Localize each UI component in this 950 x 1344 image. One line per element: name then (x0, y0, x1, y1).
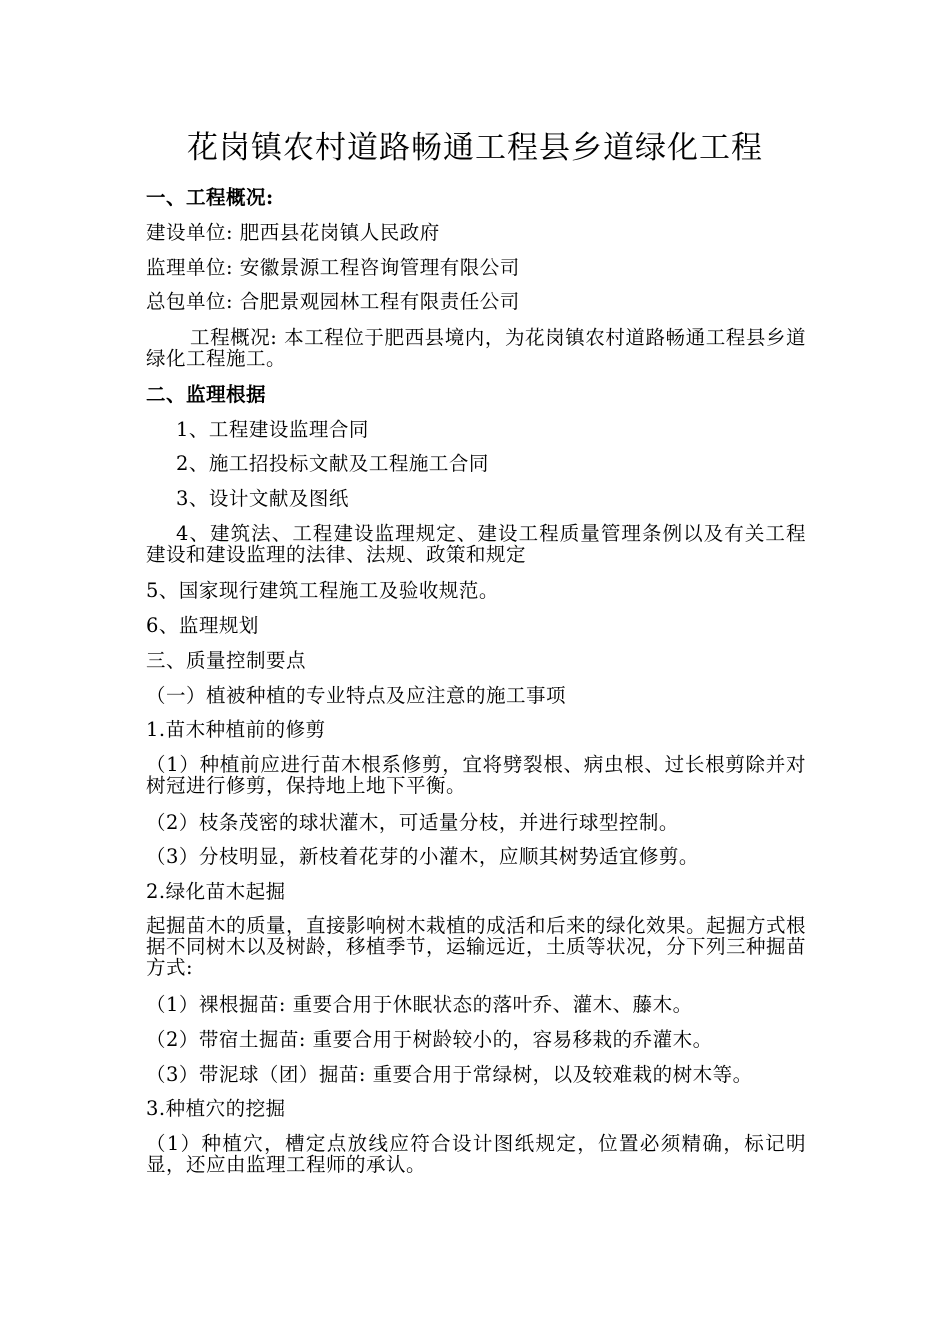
planting-hole-item-1: （1）种植穴，槽定点放线应符合设计图纸规定，位置必须精确，标记明显，还应由监理工程师的承认。 (146, 1132, 806, 1176)
pruning-item-1: （1）种植前应进行苗木根系修剪，宜将劈裂根、病虫根、过长根剪除并对树冠进行修剪，保持地上地下平衡。 (146, 753, 806, 797)
planting-hole-title: 3.种植穴的挖掘 (146, 1097, 286, 1120)
pruning-item-3: （3）分枝明显，新枝着花芽的小灌木，应顺其树势适宜修剪。 (146, 845, 699, 868)
digging-title: 2.绿化苗木起掘 (146, 880, 286, 903)
digging-intro: 起掘苗木的质量，直接影响树木栽植的成活和后来的绿化效果。起掘方式根据不同树木以及树龄，移植季节，运输远近，土质等状况，分下列三种掘苗方式: (146, 914, 807, 979)
quality-subsection-1: （一）植被种植的专业特点及应注意的施工事项 (146, 684, 567, 707)
basis-item-2: 2、施工招投标文献及工程施工合同 (176, 452, 489, 475)
basis-item-1: 1、工程建设监理合同 (176, 418, 369, 441)
builder-unit-line: 建设单位: 肥西县花岗镇人民政府 (146, 221, 440, 244)
supervisor-unit-line: 监理单位: 安徽景源工程咨询管理有限公司 (146, 256, 520, 279)
digging-item-2: （2）带宿土掘苗: 重要合用于树龄较小的，容易移栽的乔灌木。 (146, 1028, 713, 1051)
basis-item-4: 4、建筑法、工程建设监理规定、建设工程质量管理条例以及有关工程建设和建设监理的法律、法规、政策和规定 (146, 522, 806, 566)
digging-item-3: （3）带泥球（团）掘苗: 重要合用于常绿树，以及较难栽的树木等。 (146, 1063, 753, 1086)
basis-item-6: 6、监理规划 (146, 614, 259, 637)
pruning-item-2: （2）枝条茂密的球状灌木，可适量分枝，并进行球型控制。 (146, 811, 679, 834)
overview-paragraph: 工程概况: 本工程位于肥西县境内，为花岗镇农村道路畅通工程县乡道绿化工程施工。 (146, 326, 806, 370)
pruning-title: 1.苗木种植前的修剪 (146, 718, 326, 741)
document-title: 花岗镇农村道路畅通工程县乡道绿化工程 (187, 130, 763, 166)
digging-item-1: （1）裸根掘苗: 重要合用于休眠状态的落叶乔、灌木、藤木。 (146, 993, 693, 1016)
section-heading-overview: 一、工程概况: (146, 186, 274, 209)
basis-item-3: 3、设计文献及图纸 (176, 487, 349, 510)
basis-item-5: 5、国家现行建筑工程施工及验收规范。 (146, 579, 499, 602)
section-heading-basis: 二、监理根据 (146, 383, 267, 406)
contractor-unit-line: 总包单位: 合肥景观园林工程有限责任公司 (146, 290, 520, 313)
section-heading-quality: 三、质量控制要点 (146, 649, 307, 672)
